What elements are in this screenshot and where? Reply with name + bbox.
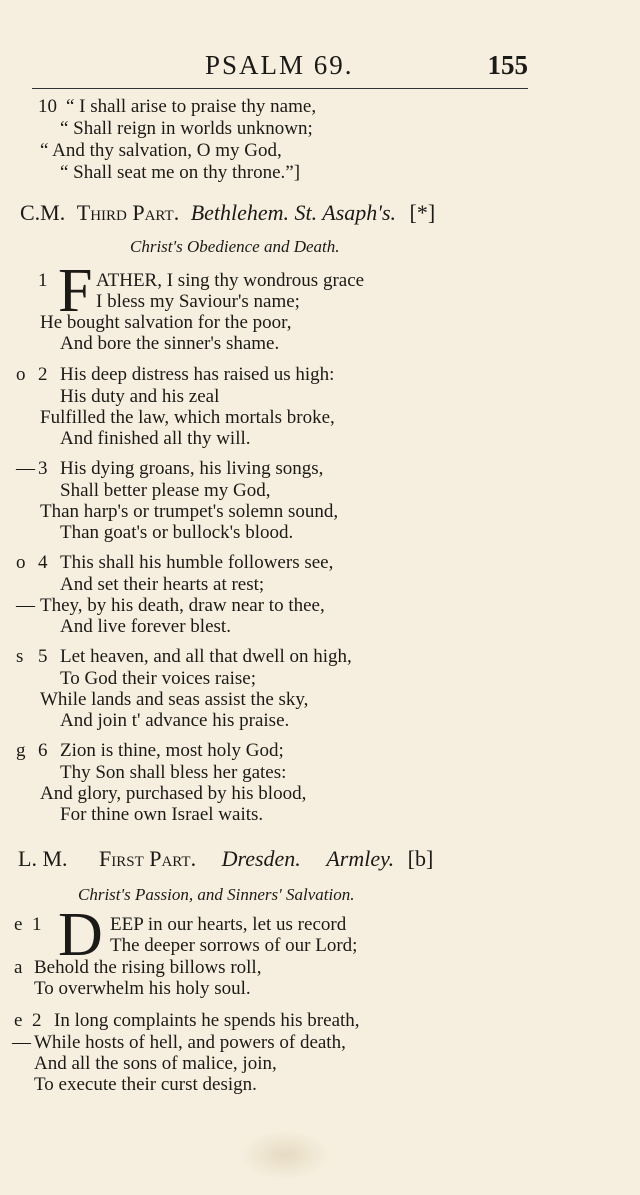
- stanza-line: Shall better please my God,: [60, 480, 271, 501]
- stanza-number: 4: [38, 552, 48, 573]
- stanza-line: Behold the rising billows roll,: [34, 957, 262, 978]
- verse-number: 10: [38, 96, 57, 117]
- stanza-number: 2: [38, 364, 48, 385]
- dynamic-mark: —: [12, 1032, 31, 1053]
- stanza-line: ATHER, I sing thy wondrous grace: [96, 270, 365, 291]
- stanza-line: While hosts of hell, and powers of death,: [34, 1032, 346, 1053]
- stanza-line: Let heaven, and all that dwell on high,: [60, 646, 352, 667]
- stanza-line: In long complaints he spends his breath,: [54, 1010, 360, 1031]
- part-label: First Part.: [99, 846, 197, 871]
- stanza-line: Thy Son shall bless her gates:: [60, 762, 287, 783]
- stanza-line: They, by his death, draw near to thee,: [40, 595, 325, 616]
- stanza-line: His dying groans, his living songs,: [60, 458, 324, 479]
- tune-name: Armley.: [326, 846, 395, 871]
- stanza-line: To overwhelm his holy soul.: [34, 978, 251, 999]
- stanza-line: I bless my Saviour's name;: [96, 291, 300, 312]
- stanza-line: And live forever blest.: [60, 616, 231, 637]
- stanza-line: To God their voices raise;: [60, 668, 257, 689]
- stanza-line: And all the sons of malice, join,: [34, 1053, 277, 1074]
- stanza-line: Than goat's or bullock's blood.: [60, 522, 294, 543]
- stanza-line: For thine own Israel waits.: [60, 804, 264, 825]
- stanza-line: While lands and seas assist the sky,: [40, 689, 309, 710]
- stanza-line: To execute their curst design.: [34, 1074, 257, 1095]
- dynamic-mark: —: [16, 595, 35, 616]
- section-heading: [18, 846, 433, 872]
- part-label: Third Part.: [76, 200, 180, 225]
- stanza-line: And glory, purchased by his blood,: [40, 783, 307, 804]
- dynamic-mark: g: [16, 740, 26, 761]
- paper-stain: [240, 1130, 330, 1180]
- dynamic-mark: o: [16, 552, 26, 573]
- dynamic-mark: e: [14, 914, 23, 935]
- stanza-line: Zion is thine, most holy God;: [60, 740, 284, 761]
- meter-label: L. M.: [18, 846, 68, 871]
- stanza-number: 1: [32, 914, 42, 935]
- dynamic-mark: a: [14, 957, 23, 978]
- verse-line: “ I shall arise to praise thy name,: [66, 96, 317, 117]
- drop-cap: D: [58, 901, 103, 969]
- verse-line: “ And thy salvation, O my God,: [40, 140, 282, 161]
- page-number: 155: [487, 50, 528, 80]
- stanza-line: And join t' advance his praise.: [60, 710, 290, 731]
- dynamic-mark: s: [16, 646, 24, 667]
- stanza-line: And finished all thy will.: [60, 428, 251, 449]
- header-rule: [32, 88, 528, 89]
- stanza-line: And bore the sinner's shame.: [60, 333, 280, 354]
- stanza-number: 3: [38, 458, 48, 479]
- page-title: PSALM 69.: [205, 50, 354, 80]
- meter-label: C.M.: [20, 200, 66, 225]
- stanza-line: His deep distress has raised us high:: [60, 364, 335, 385]
- stanza-line: And set their hearts at rest;: [60, 574, 265, 595]
- stanza-number: 2: [32, 1010, 42, 1031]
- stanza-line: Fulfilled the law, which mortals broke,: [40, 407, 335, 428]
- stanza-number: 5: [38, 646, 48, 667]
- section-subtitle: Christ's Obedience and Death.: [130, 237, 340, 256]
- dynamic-mark: e: [14, 1010, 23, 1031]
- dynamic-mark: o: [16, 364, 26, 385]
- dynamic-mark: —: [16, 458, 35, 479]
- tempo-bracket: [b]: [407, 846, 434, 871]
- stanza-line: His duty and his zeal: [60, 386, 220, 407]
- stanza-line: This shall his humble followers see,: [60, 552, 334, 573]
- running-header: [0, 50, 640, 84]
- stanza-line: The deeper sorrows of our Lord;: [110, 935, 358, 956]
- tune-names: Bethlehem. St. Asaph's.: [190, 200, 397, 225]
- drop-cap: F: [58, 257, 93, 325]
- stanza-number: 6: [38, 740, 48, 761]
- tempo-bracket: [*]: [409, 200, 436, 225]
- stanza-number: 1: [38, 270, 48, 291]
- verse-line: “ Shall reign in worlds unknown;: [60, 118, 313, 139]
- stanza-line: He bought salvation for the poor,: [40, 312, 292, 333]
- section-subtitle: Christ's Passion, and Sinners' Salvation.: [78, 885, 355, 904]
- tune-name: Dresden.: [221, 846, 301, 871]
- stanza-line: EEP in our hearts, let us record: [110, 914, 347, 935]
- stanza-line: Than harp's or trumpet's solemn sound,: [40, 501, 339, 522]
- verse-line: “ Shall seat me on thy throne.”]: [60, 162, 301, 183]
- section-heading: [20, 200, 435, 226]
